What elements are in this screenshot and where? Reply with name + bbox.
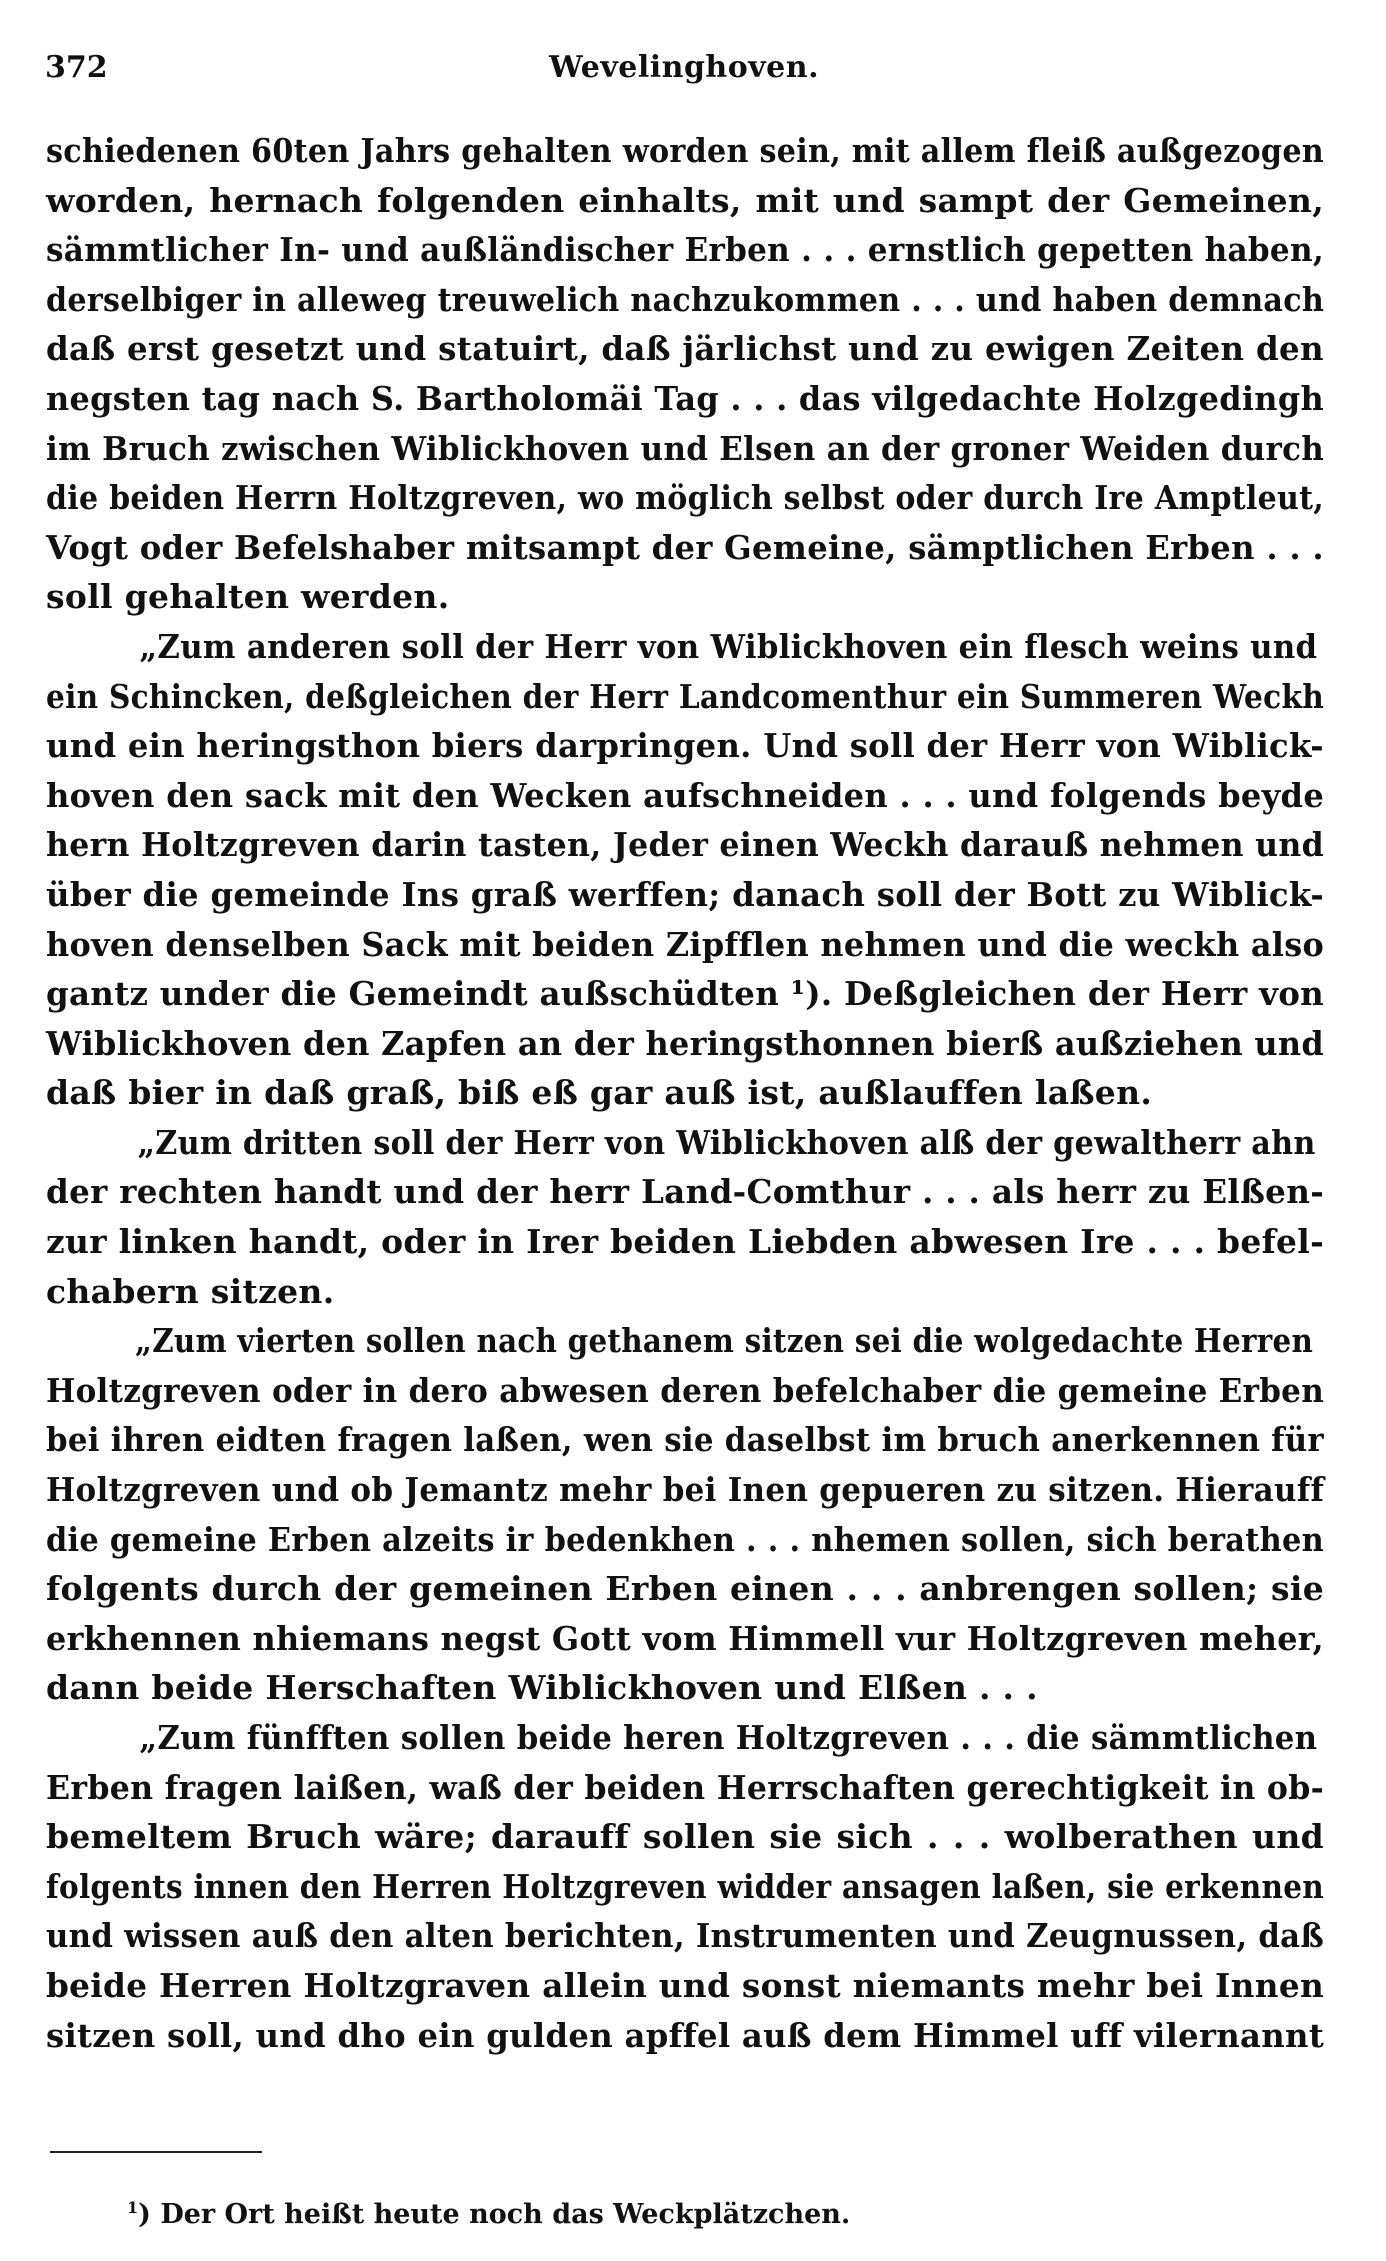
text-line: derselbiger in alleweg treuwelich nachzukommen . . . und haben demnach <box>46 279 1325 319</box>
text-line: soll gehalten werden. <box>46 577 450 617</box>
text-line: Erben fragen laißen, waß der beiden Herrschaften gerechtigkeit in ob- <box>46 1767 1325 1807</box>
text-line: sämmtlicher In- und außländischer Erben . . . ernstlich gepetten haben, <box>46 230 1324 270</box>
body-text <box>46 126 1324 2060</box>
text-line: hoven denselben Sack mit beiden Zipfflen nehmen und die weckh also <box>46 924 1325 964</box>
text-line: Wiblickhoven den Zapfen an der heringsthonnen bierß außziehen und <box>46 1023 1324 1063</box>
text-line: und ein heringsthon biers darpringen. Und soll der Herr von Wiblick- <box>46 726 1324 766</box>
text-line: bei ihren eidten fragen laßen, wen sie daselbst im bruch anerkennen für <box>46 1420 1324 1460</box>
text-line: negsten tag nach S. Bartholomäi Tag . . . das vilgedachte Holzgedingh <box>46 378 1324 418</box>
text-line: Holtzgreven oder in dero abwesen deren befelchaber die gemeine Erben <box>46 1370 1325 1410</box>
text-line: gantz under die Gemeindt außschüdten ¹). Deßgleichen der Herr von <box>46 974 1325 1014</box>
text-line: der rechten handt und der herr Land-Comthur . . . als herr zu Elßen- <box>46 1172 1325 1212</box>
text-line: und wissen auß den alten berichten, Instrumenten und Zeugnussen, daß <box>46 1916 1325 1956</box>
text-line: Vogt oder Befelshaber mitsampt der Gemeine, sämptlichen Erben . . . <box>46 527 1324 567</box>
paragraph-start-line: „Zum vierten sollen nach gethanem sitzen sei die wolgedachte Herren <box>135 1321 1314 1361</box>
text-line: die gemeine Erben alzeits ir bedenkhen . . . nhemen sollen, sich berathen <box>46 1519 1325 1559</box>
running-title: Wevelinghoven. <box>548 50 820 85</box>
paragraph-start-line: „Zum anderen soll der Herr von Wiblickhoven ein flesch weins und <box>139 626 1318 666</box>
footnote-marker: 1 <box>127 2198 139 2217</box>
text-line: zur linken handt, oder in Irer beiden Liebden abwesen Ire . . . befel- <box>46 1222 1325 1262</box>
text-line: daß erst gesetzt und statuirt, daß järlichst und zu ewigen Zeiten den <box>46 329 1324 369</box>
text-line: daß bier in daß graß, biß eß gar auß ist, außlauffen laßen. <box>46 1073 1153 1113</box>
paragraph-start-line: „Zum dritten soll der Herr von Wiblickhoven alß der gewaltherr ahn <box>137 1122 1316 1162</box>
text-line: bemeltem Bruch wäre; darauff sollen sie sich . . . wolberathen und <box>46 1817 1324 1857</box>
page-number: 372 <box>45 50 108 85</box>
footnote <box>127 2190 850 2233</box>
text-line: schiedenen 60ten Jahrs gehalten worden sein, mit allem fleiß außgezogen <box>46 131 1325 170</box>
footnote-divider <box>50 2151 262 2153</box>
paragraph-start-line: „Zum fünfften sollen beide heren Holtzgreven . . . die sämmtlichen <box>139 1718 1318 1757</box>
text-line: ein Schincken, deßgleichen der Herr Landcomenthur ein Summeren Weckh <box>46 676 1325 716</box>
text-line: folgents innen den Herren Holtzgreven widder ansagen laßen, sie erkennen <box>46 1866 1325 1906</box>
text-line: worden, hernach folgenden einhalts, mit und sampt der Gemeinen, <box>46 180 1324 220</box>
text-line: folgents durch der gemeinen Erben einen . . . anbrengen sollen; sie <box>46 1569 1324 1609</box>
footnote-text: ) Der Ort heißt heute noch das Weckplätzchen. <box>138 2199 851 2230</box>
text-line: die beiden Herrn Holtzgreven, wo möglich selbst oder durch Ire Amptleut, <box>46 478 1325 518</box>
running-head <box>45 46 1323 90</box>
text-line: über die gemeinde Ins graß werffen; danach soll der Bott zu Wiblick- <box>46 874 1325 914</box>
text-line: hoven den sack mit den Wecken aufschneiden . . . und folgends beyde <box>46 775 1325 815</box>
text-line: dann beide Herschaften Wiblickhoven und Elßen . . . <box>46 1668 1038 1708</box>
text-line: chabern sitzen. <box>46 1271 335 1311</box>
text-line: erkhennen nhiemans negst Gott vom Himmell vur Holtzgreven meher, <box>46 1618 1324 1658</box>
text-line: beide Herren Holtzgraven allein und sonst niemants mehr bei Innen <box>46 1965 1325 2005</box>
text-line: hern Holtzgreven darin tasten, Jeder einen Weckh darauß nehmen und <box>46 825 1325 865</box>
text-line: sitzen soll, und dho ein gulden apffel auß dem Himmel uff vilernannt <box>46 2015 1325 2055</box>
text-line: Holtzgreven und ob Jemantz mehr bei Inen gepueren zu sitzen. Hierauff <box>46 1470 1325 1510</box>
text-line: im Bruch zwischen Wiblickhoven und Elsen an der groner Weiden durch <box>46 428 1325 468</box>
